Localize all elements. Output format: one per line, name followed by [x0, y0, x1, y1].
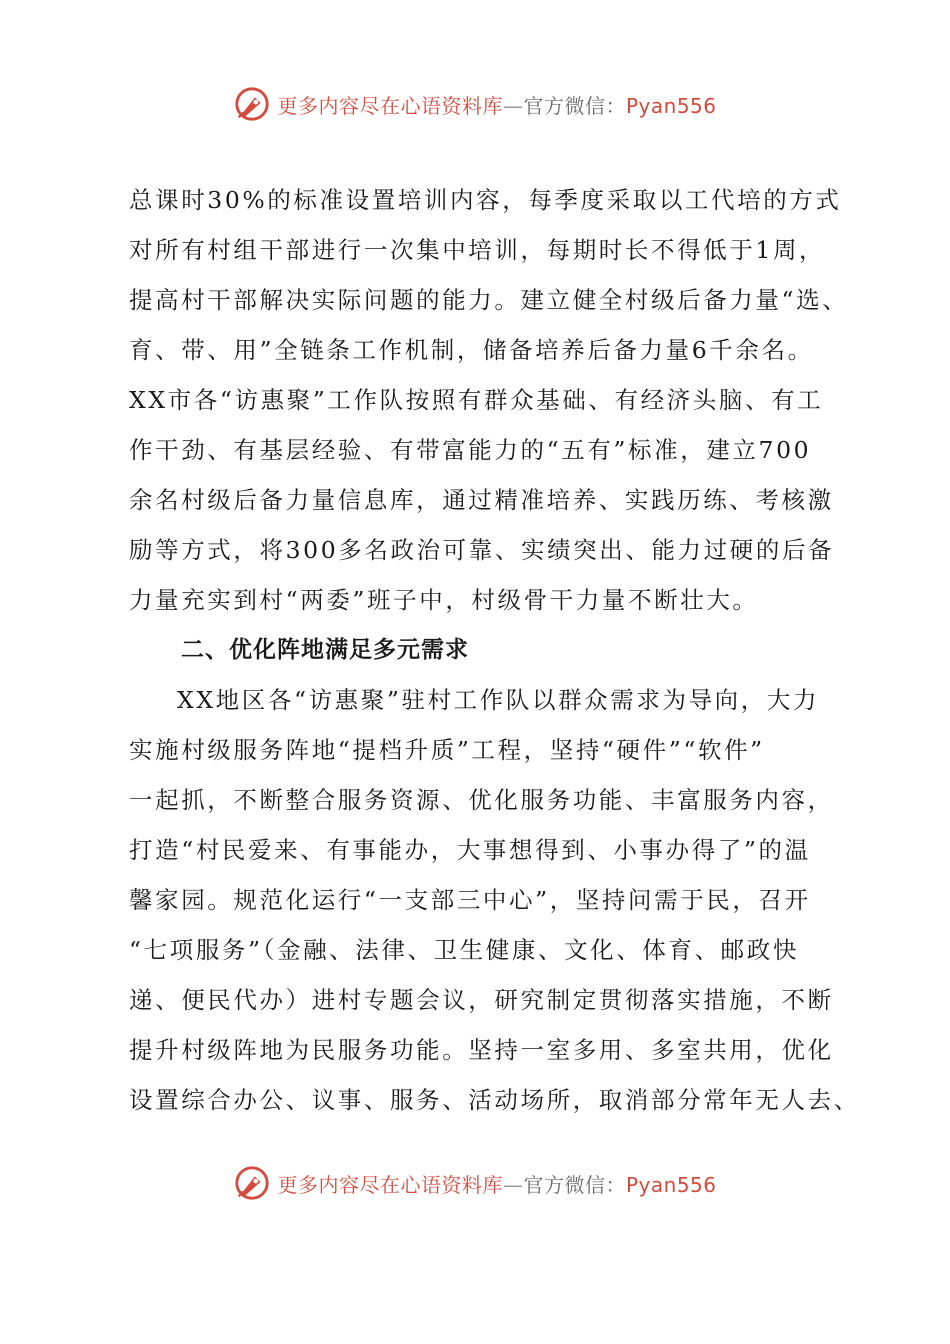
text-line: 总课时30%的标准设置培训内容，每季度采取以工代培的方式: [129, 186, 842, 214]
text-line: 作干劲、有基层经验、有带富能力的“五有”标准，建立700: [129, 436, 812, 464]
text-line: 打造“村民爱来、有事能办，大事想得到、小事办得了”的温: [129, 836, 811, 864]
watermark-text: [277, 1169, 716, 1198]
watermark-label: 官方微信：: [523, 93, 626, 118]
watermark-handle: Pyan556: [625, 1172, 717, 1197]
watermark-handle: Pyan556: [625, 93, 717, 118]
watermark-banner-top: [0, 84, 950, 124]
text-line: 设置综合办公、议事、服务、活动场所，取消部分常年无人去、: [129, 1086, 860, 1114]
text-line: 一起抓，不断整合服务资源、优化服务功能、丰富服务内容，: [129, 786, 834, 814]
watermark-separator: —: [502, 93, 524, 118]
text-line: 实施村级服务阵地“提档升质”工程，坚持“硬件”“软件”: [129, 736, 765, 764]
watermark-separator: —: [502, 1172, 524, 1197]
document-body: [129, 175, 860, 1125]
watermark-text: [277, 90, 716, 119]
section-heading: 二、优化阵地满足多元需求: [181, 637, 469, 663]
text-line: “七项服务”（金融、法律、卫生健康、文化、体育、邮政快: [129, 936, 799, 964]
pen-nib-logo-icon: [233, 85, 271, 123]
text-line: 育、带、用”全链条工作机制，储备培养后备力量6千余名。: [129, 336, 814, 364]
paragraph-training: [129, 175, 849, 625]
watermark-brand: 更多内容尽在心语资料库: [277, 1172, 503, 1197]
text-line: 提高村干部解决实际问题的能力。建立健全村级后备力量“选、: [129, 286, 849, 314]
text-line: 馨家园。规范化运行“一支部三中心”，坚持问需于民，召开: [129, 886, 811, 914]
text-line: XX市各“访惠聚”工作队按照有群众基础、有经济头脑、有工: [129, 386, 824, 414]
watermark-banner-bottom: [0, 1163, 950, 1203]
text-line: XX地区各“访惠聚”驻村工作队以群众需求为导向，大力: [177, 686, 820, 714]
text-line: 励等方式，将300多名政治可靠、实绩突出、能力过硬的后备: [129, 536, 835, 564]
text-line: 提升村级阵地为民服务功能。坚持一室多用、多室共用，优化: [129, 1036, 834, 1064]
watermark-label: 官方微信：: [523, 1172, 626, 1197]
paragraph-service-stations: [129, 675, 860, 1125]
text-line: 力量充实到村“两委”班子中，村级骨干力量不断壮大。: [129, 586, 759, 614]
text-line: 递、便民代办）进村专题会议，研究制定贯彻落实措施，不断: [129, 986, 834, 1014]
watermark-brand: 更多内容尽在心语资料库: [277, 93, 503, 118]
pen-nib-logo-icon: [233, 1164, 271, 1202]
text-line: 余名村级后备力量信息库，通过精准培养、实践历练、考核激: [129, 486, 834, 514]
text-line: 对所有村组干部进行一次集中培训，每期时长不得低于1周，: [129, 236, 826, 264]
